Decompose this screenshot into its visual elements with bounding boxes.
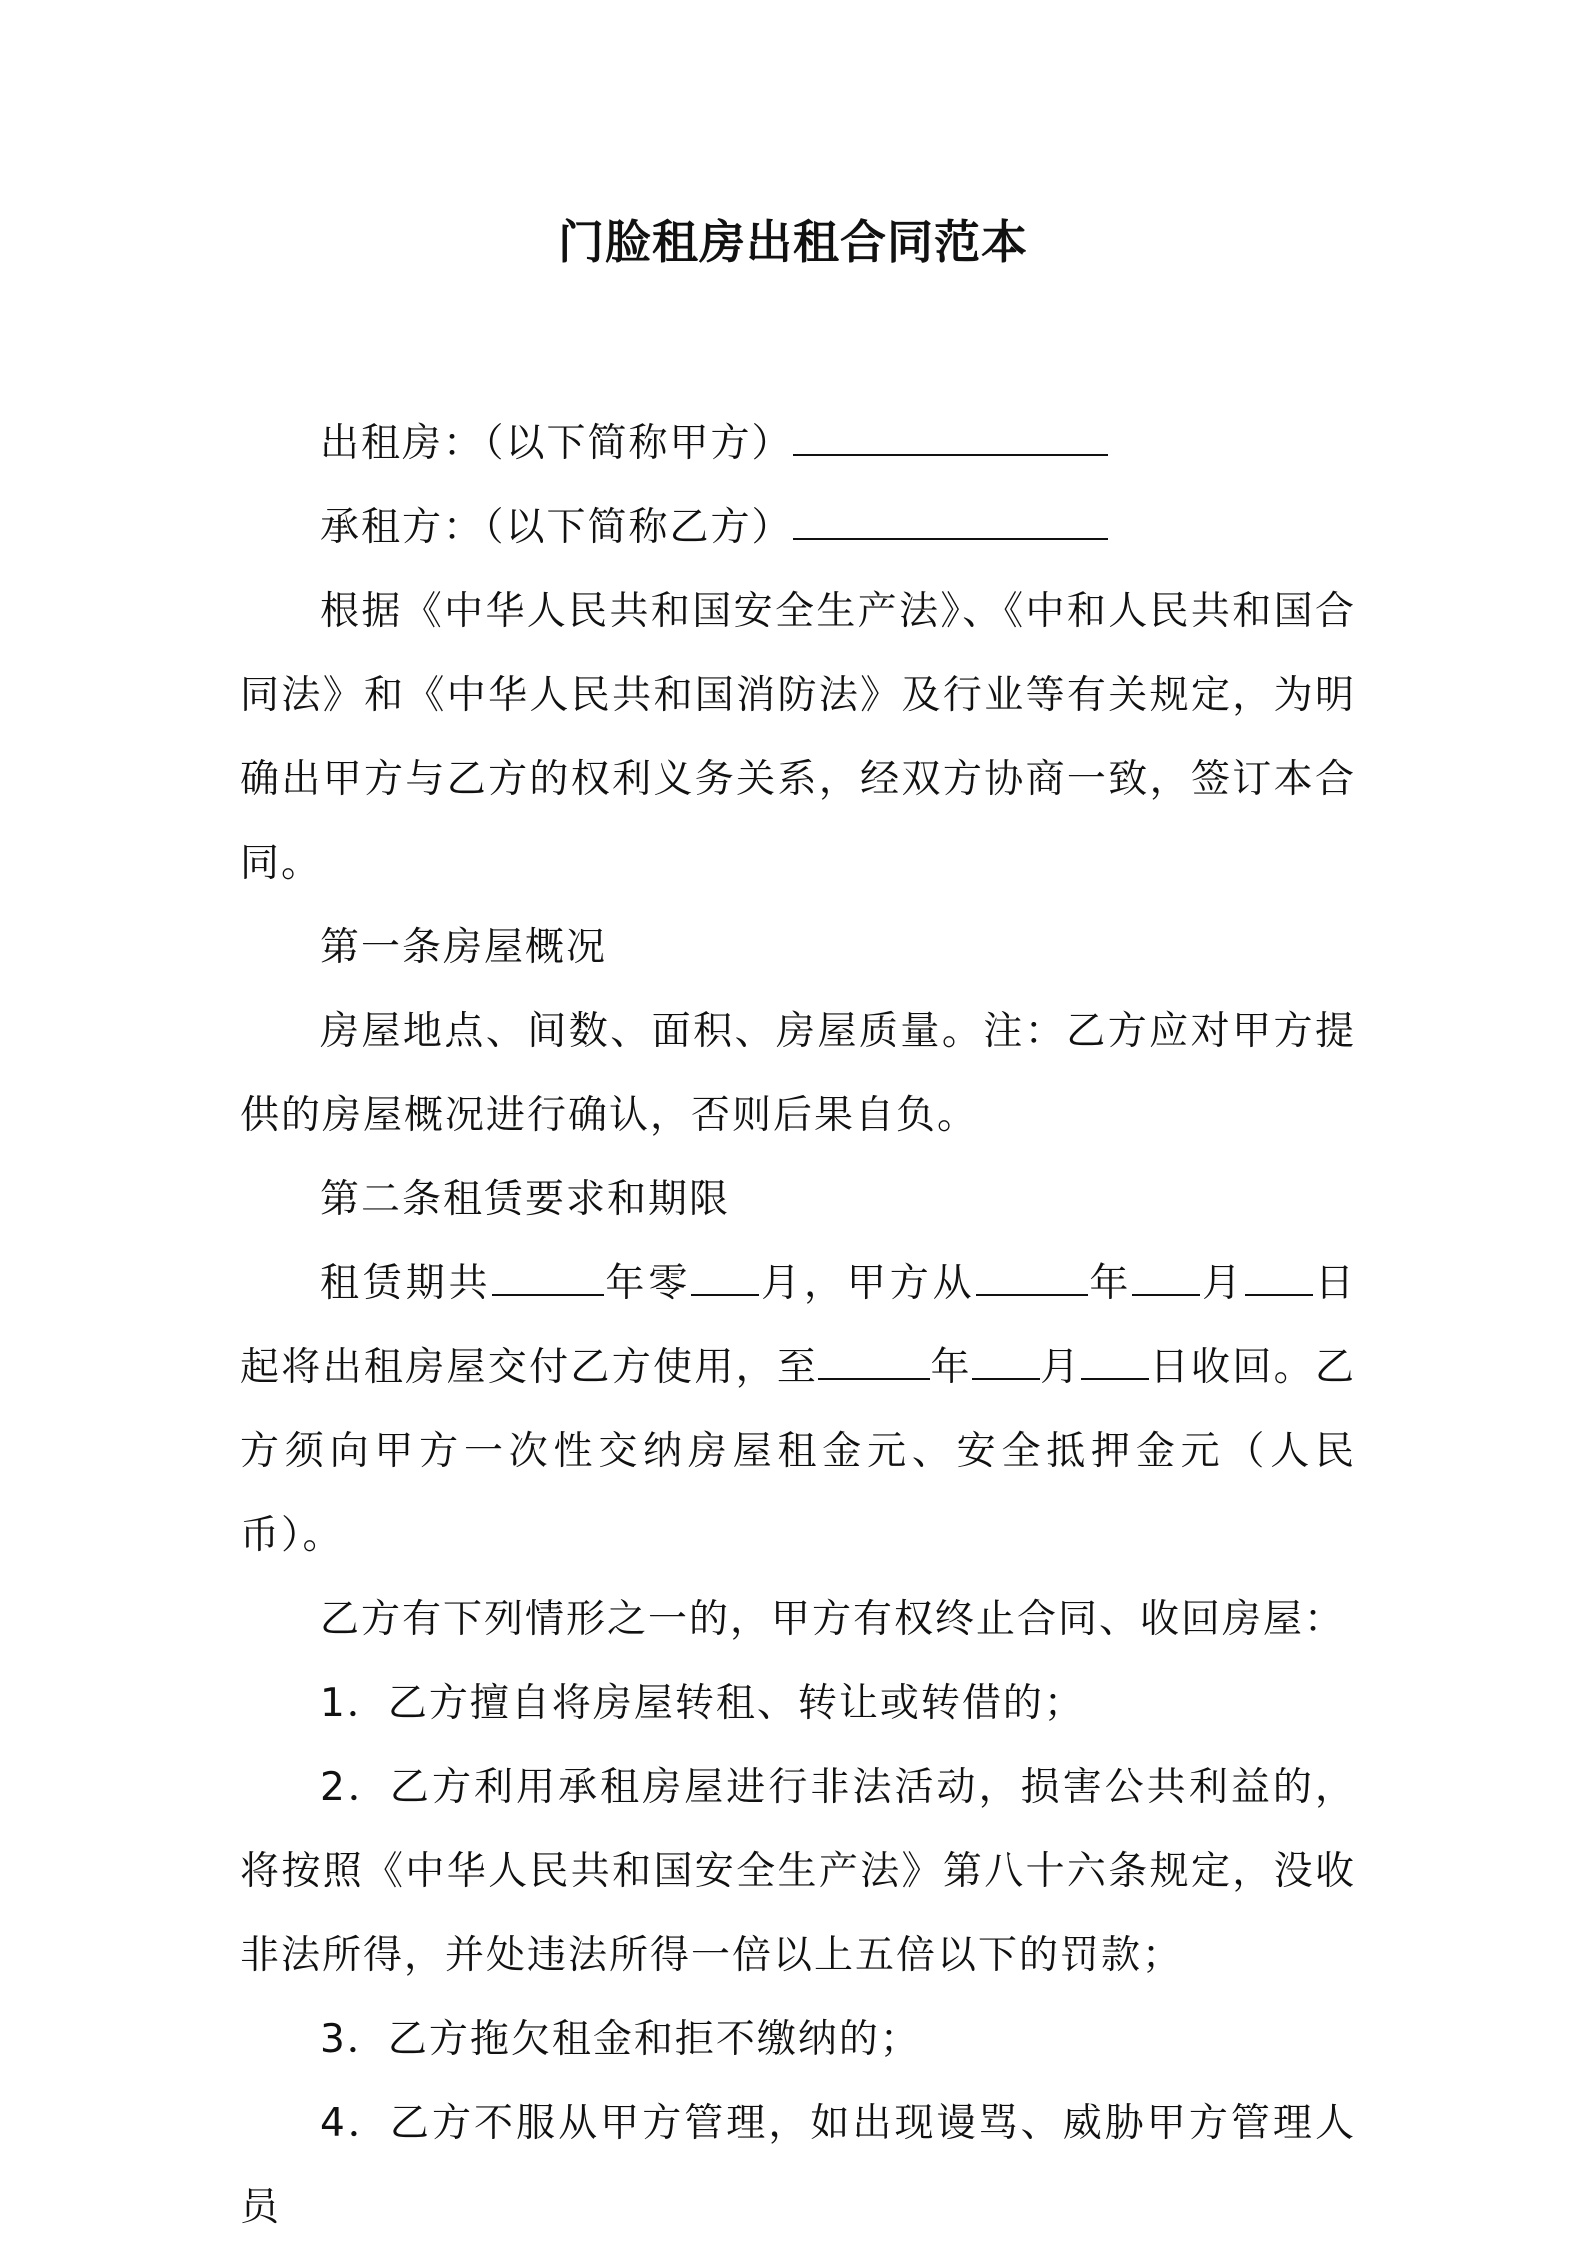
lessor-label: 出租房：（以下简称甲方）: [320, 421, 793, 466]
start-day-blank: [1245, 1253, 1313, 1296]
lease-months-blank: [691, 1253, 759, 1296]
end-day-blank: [1081, 1337, 1149, 1380]
lease-term-text: 年: [930, 1345, 972, 1390]
lease-term-text: 日收回。乙方须向甲方一次性交纳房屋租金元、安全抵押金元（人民币）。: [240, 1345, 1356, 1558]
lease-term-text: 日起将出租房屋交付乙方使用，至: [240, 1261, 1356, 1390]
lessor-line: [240, 402, 1356, 486]
start-month-blank: [1132, 1253, 1200, 1296]
article1-paragraph: 房屋地点、间数、面积、房屋质量。注：乙方应对甲方提供的房屋概况进行确认，否则后果自负。: [240, 1009, 1356, 1138]
start-year-blank: [976, 1253, 1088, 1296]
lease-term-text: 年: [1087, 1261, 1133, 1306]
lessee-line: [240, 486, 1356, 570]
document-title: 门脸租房出租合同范本: [558, 215, 1028, 269]
termination-intro: 乙方有下列情形之一的，甲方有权终止合同、收回房屋：: [320, 1597, 1346, 1642]
termination-item: 1．乙方擅自将房屋转租、转让或转借的；: [320, 1681, 1085, 1726]
end-year-blank: [818, 1337, 930, 1380]
article2-heading: 第二条租赁要求和期限: [320, 1177, 731, 1222]
lease-term-text: 月: [1039, 1345, 1082, 1390]
lease-term-paragraph: [240, 1242, 1356, 1578]
lessee-blank: [793, 497, 1108, 540]
lease-years-blank: [492, 1253, 604, 1296]
lease-term-text: 年零: [603, 1261, 692, 1306]
lease-term-text: 月: [1200, 1261, 1246, 1306]
document-body: [240, 402, 1356, 2250]
lease-term-text: 月，甲方从: [759, 1261, 976, 1306]
end-month-blank: [972, 1337, 1040, 1380]
lease-term-text: 租赁期共: [320, 1261, 492, 1306]
preamble-paragraph: 根据《中华人民共和国安全生产法》、《中和人民共和国合同法》和《中华人民共和国消防法》及行业等有关规定，为明确出甲方与乙方的权利义务关系，经双方协商一致，签订本合同。: [240, 589, 1356, 886]
termination-item: 4．乙方不服从甲方管理，如出现谩骂、威胁甲方管理人员: [240, 2101, 1356, 2230]
termination-item: 3．乙方拖欠租金和拒不缴纳的；: [320, 2017, 921, 2062]
termination-item: 2．乙方利用承租房屋进行非法活动，损害公共利益的，将按照《中华人民共和国安全生产法》第八十六条规定，没收非法所得，并处违法所得一倍以上五倍以下的罚款；: [240, 1765, 1356, 1978]
lessee-label: 承租方：（以下简称乙方）: [320, 505, 793, 550]
article1-heading: 第一条房屋概况: [320, 925, 608, 970]
lessor-blank: [793, 413, 1108, 456]
